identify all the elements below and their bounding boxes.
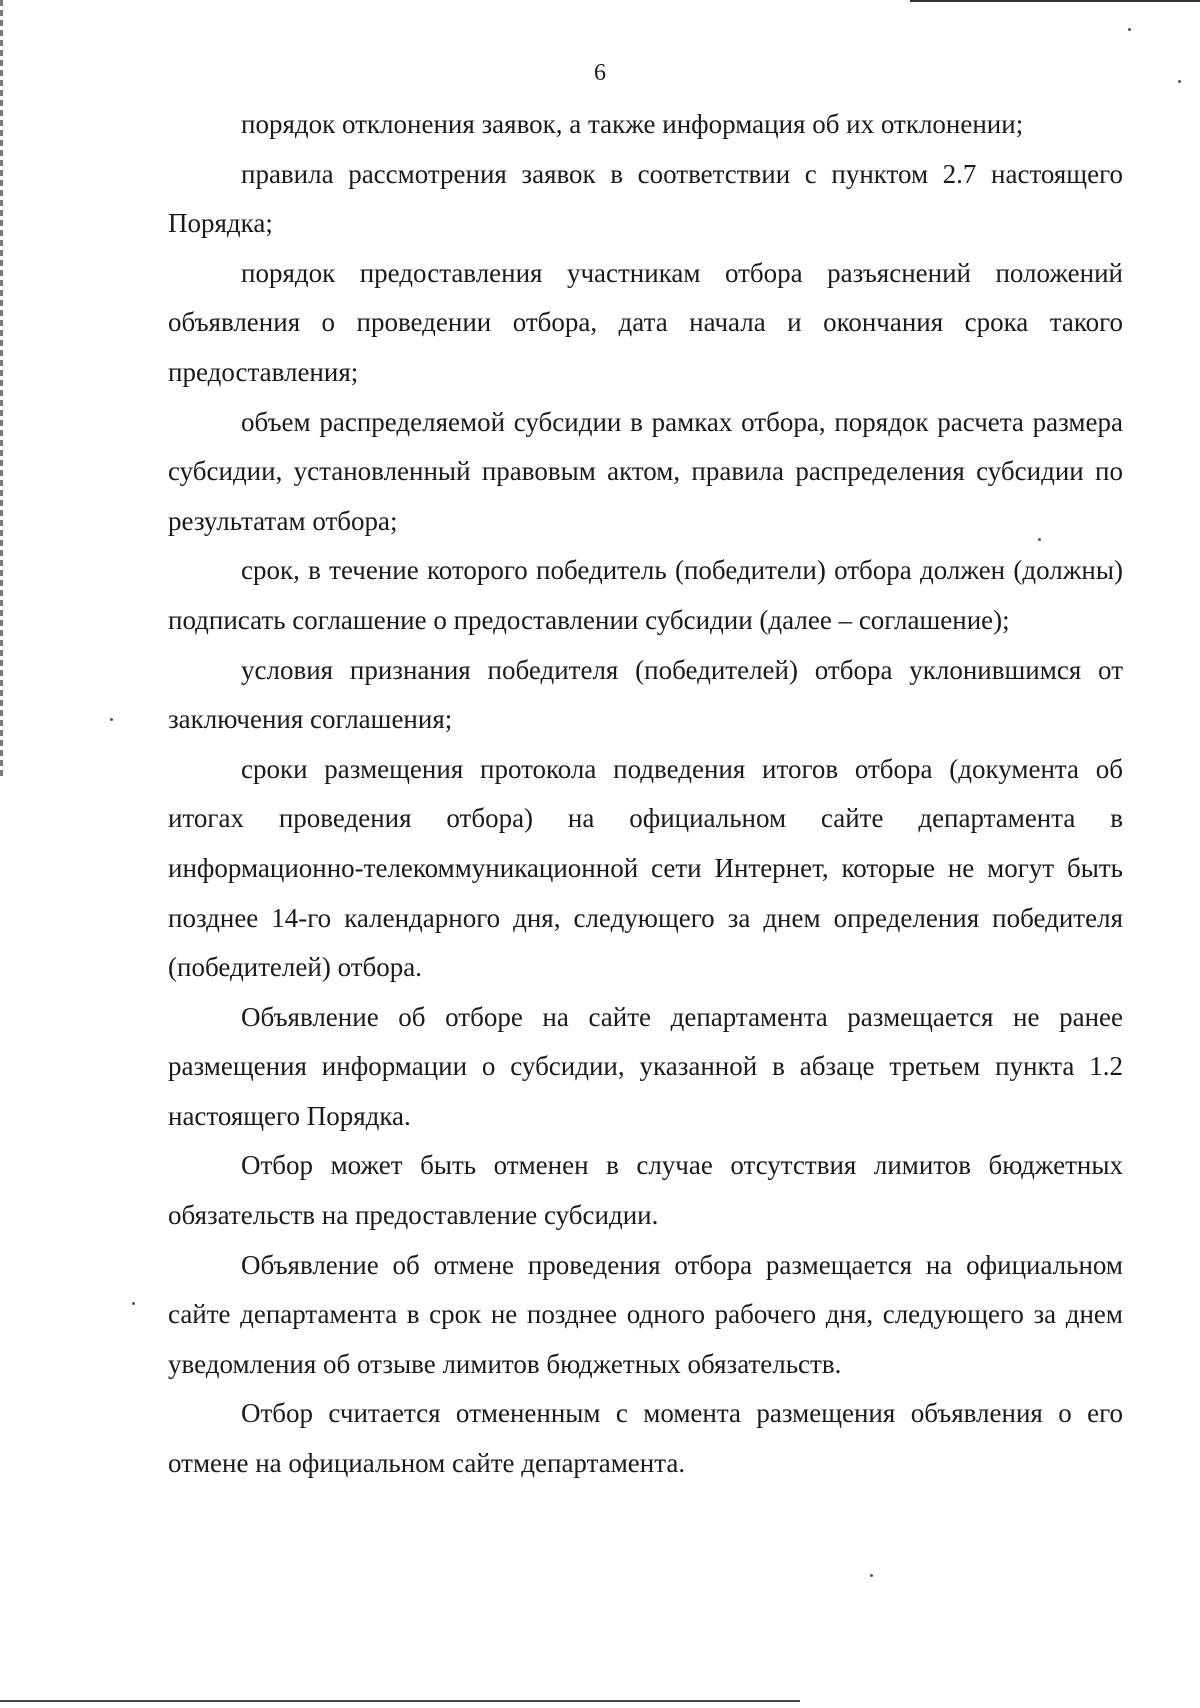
page-number: 6 — [594, 60, 606, 86]
paragraph: порядок отклонения заявок, а также информация об их отклонении; — [241, 109, 1024, 139]
scan-artifact-left-edge — [0, 0, 3, 780]
paragraph: Объявление об отмене проведения отбора размещается на официальном сайте департамента в срок не позднее одного рабочего дня, следующего за днем уведомления об отзыве лимитов бюджетных обязательств. — [168, 1249, 1123, 1379]
document-body — [168, 100, 1123, 1489]
paragraph: сроки размещения протокола подведения итогов отбора (документа об итогах проведения отбора) на официальном сайте департамента в информационно-телекоммуникационной сети Интернет, которые не могут быть позднее 14-го календарного дня, следующего за днем определения победителя (победителей) отбора. — [168, 753, 1123, 983]
paragraph: Объявление об отборе на сайте департамента размещается не ранее размещения информации о субсидии, указанной в абзаце третьем пункта 1.2 настоящего Порядка. — [168, 1001, 1123, 1131]
paragraph: Отбор может быть отменен в случае отсутствия лимитов бюджетных обязательств на предоставление субсидии. — [168, 1150, 1123, 1231]
paragraph: условия признания победителя (победителей) отбора уклонившимся от заключения соглашения; — [168, 654, 1123, 735]
paragraph: правила рассмотрения заявок в соответствии с пунктом 2.7 настоящего Порядка; — [168, 158, 1123, 239]
scan-speck — [132, 1302, 135, 1305]
scan-artifact-top-line — [910, 0, 1200, 2]
paragraph: срок, в течение которого победитель (победители) отбора должен (должны) подписать соглашение о предоставлении субсидии (далее – соглашение); — [168, 555, 1123, 635]
paragraph: объем распределяемой субсидии в рамках отбора, порядок расчета размера субсидии, установленный правовым актом, правила распределения субсидии по результатам отбора; — [168, 406, 1123, 536]
scan-speck — [1128, 28, 1131, 31]
paragraph: Отбор считается отмененным с момента размещения объявления о его отмене на официальном сайте департамента. — [168, 1398, 1123, 1479]
scan-speck — [110, 718, 113, 721]
scan-speck — [870, 1574, 873, 1577]
scan-artifact-bottom-line — [0, 1700, 800, 1702]
paragraph: порядок предоставления участникам отбора разъяснений положений объявления о проведении отбора, дата начала и окончания срока такого предоставления; — [168, 257, 1123, 387]
